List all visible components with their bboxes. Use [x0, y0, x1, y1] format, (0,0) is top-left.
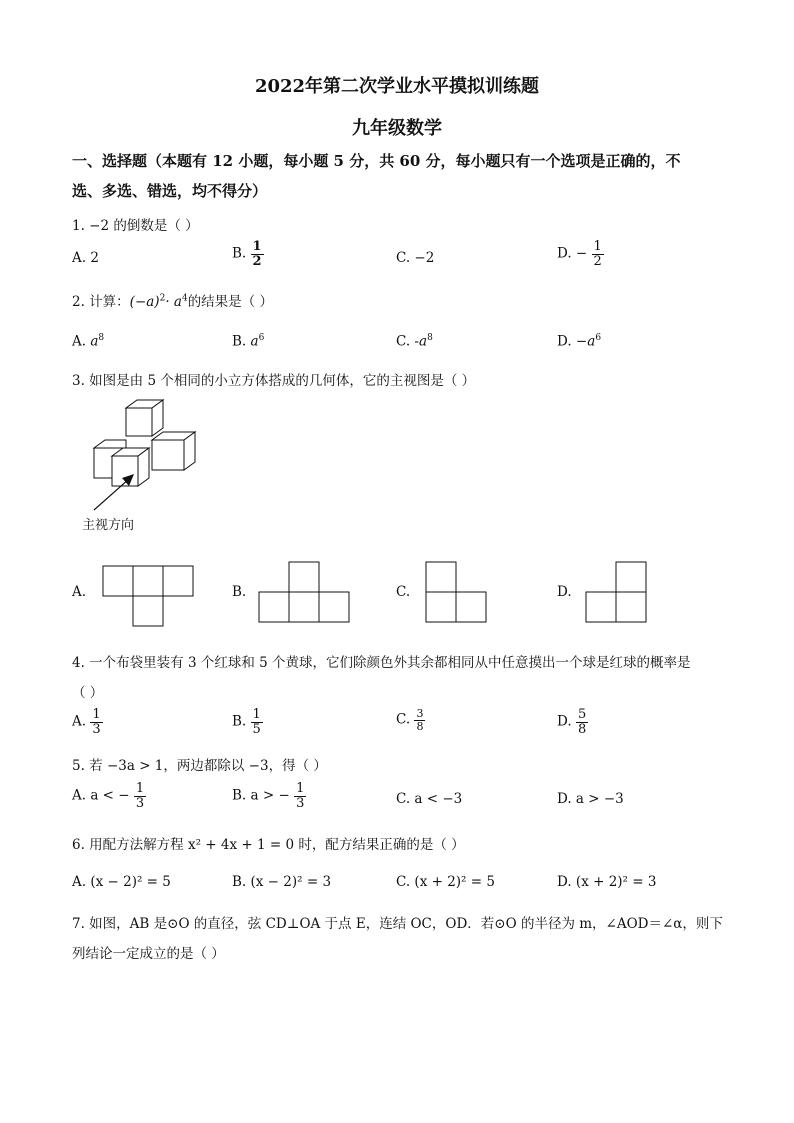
q4-d-fraction: $\frac{5}{8}$: [577, 707, 587, 737]
q3-option-d: D.: [557, 584, 572, 600]
q1-b-fraction: $\frac{1}{2}$: [252, 239, 262, 269]
q6-option-a: A. (x − 2)² = 5: [72, 874, 171, 890]
question-5-stem: 5. 若 −3a > 1，两边都除以 −3，得（ ）: [72, 758, 327, 774]
q1-option-a: A. 2: [72, 250, 99, 266]
q4-option-d: D. $\frac{5}{8}$: [557, 707, 587, 737]
q3-option-d-figure: [585, 561, 648, 625]
q2-option-d: D. $-a^6$: [557, 333, 602, 350]
q1-option-b: B. $\frac{1}{2}$: [232, 239, 262, 269]
q3-option-b: B.: [232, 584, 247, 600]
q4-b-fraction: $\frac{1}{5}$: [252, 707, 261, 737]
question-2-stem: 2. 计算：$(-a)^2\cdot a^4$的结果是（ ）: [72, 293, 273, 310]
q5-option-c: C. a < −3: [396, 791, 463, 807]
q3-option-c-figure: [425, 561, 488, 625]
question-7-stem-line2: 列结论一定成立的是（ ）: [72, 946, 225, 962]
question-4-stem: 4. 一个布袋里装有 3 个红球和 5 个黄球，它们除颜色外其余都相同从中任意摸出一个球是红球的概率是: [72, 655, 691, 671]
section-heading-line2: 选、多选、错选，均不得分）: [72, 182, 268, 200]
q3-option-a-figure: [102, 565, 195, 629]
q5-option-b: B. a > − $\frac{1}{3}$: [232, 781, 305, 811]
q1-option-d: D. − $\frac{1}{2}$: [557, 239, 602, 269]
q5-b-fraction: $\frac{1}{3}$: [296, 781, 305, 811]
q2-option-c: C. $-a^8$: [396, 333, 433, 350]
q2-option-b: B. $a^6$: [232, 333, 265, 350]
q6-option-b: B. (x − 2)² = 3: [232, 874, 332, 890]
q5-option-d: D. a > −3: [557, 791, 624, 807]
q5-a-fraction: $\frac{1}{3}$: [135, 781, 145, 811]
question-3-stem: 3. 如图是由 5 个相同的小立方体搭成的几何体，它的主视图是（ ）: [72, 373, 476, 389]
q4-c-fraction: $\frac{3}{8}$: [416, 707, 424, 733]
q4-option-b: B. $\frac{1}{5}$: [232, 707, 261, 737]
question-6-stem: 6. 用配方法解方程 x² + 4x + 1 = 0 时，配方结果正确的是（ ）: [72, 837, 465, 853]
question-1-stem: 1. −2 的倒数是（ ）: [72, 218, 199, 234]
q3-option-a: A.: [72, 584, 87, 600]
q3-view-direction-label: 主视方向: [82, 518, 135, 533]
q4-option-c: C. $\frac{3}{8}$: [396, 707, 424, 733]
q2-option-a: A. $a^8$: [72, 333, 105, 350]
q4-a-fraction: $\frac{1}{3}$: [92, 707, 101, 737]
question-7-stem-line1: 7. 如图，AB 是⊙O 的直径，弦 CD⊥OA 于点 E，连结 OC，OD．若⊙O 的半径为 m，∠AOD＝∠α，则下: [72, 916, 723, 932]
q1-d-fraction: $\frac{1}{2}$: [593, 239, 602, 269]
q3-option-b-figure: [258, 561, 351, 625]
page-title: 2022年第二次学业水平摸拟训练题: [254, 76, 540, 97]
q5-option-a: A. a < − $\frac{1}{3}$: [72, 781, 145, 811]
q4-option-a: A. $\frac{1}{3}$: [72, 707, 101, 737]
q1-option-c: C. −2: [396, 250, 435, 266]
section-heading-line1: 一、选择题（本题有 12 小题，每小题 5 分，共 60 分，每小题只有一个选项是正确的，不: [72, 152, 681, 170]
page-subtitle: 九年级数学: [352, 118, 442, 139]
q6-option-c: C. (x + 2)² = 5: [396, 874, 495, 890]
question-4-paren: （ ）: [72, 685, 104, 701]
q6-option-d: D. (x + 2)² = 3: [557, 874, 657, 890]
q3-option-c: C.: [396, 584, 411, 600]
